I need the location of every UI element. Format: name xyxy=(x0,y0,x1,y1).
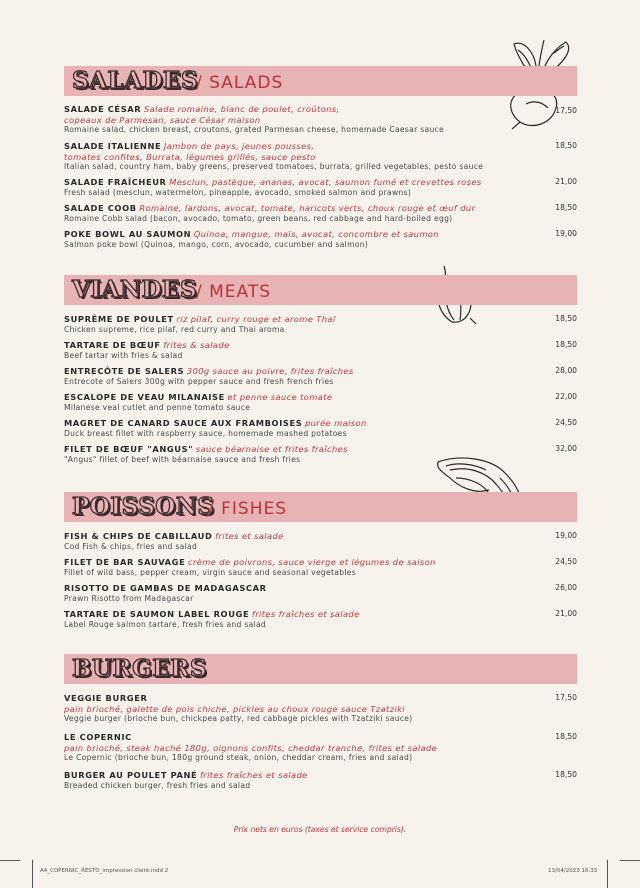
item-name: SUPRÊME DE POULET xyxy=(64,314,174,324)
section-subtitle: / MEATS xyxy=(196,282,272,302)
item-price: 17,50 xyxy=(555,693,577,702)
section-header-band xyxy=(64,492,577,522)
section-header-band xyxy=(64,66,577,96)
item-english: Chicken supreme, rice pilaf, red curry and Thai aroma xyxy=(64,324,285,334)
menu-item xyxy=(64,177,577,197)
item-price: 18,50 xyxy=(555,770,577,779)
item-price: 28,00 xyxy=(555,366,577,375)
item-name: VEGGIE BURGER xyxy=(64,693,148,703)
item-english: Label Rouge salmon tartare, fresh fries and salad xyxy=(64,619,267,629)
item-price: 18,50 xyxy=(555,340,577,349)
menu-item xyxy=(64,583,577,603)
item-name: SALADE COOB xyxy=(64,203,137,213)
item-description: 300g sauce au poivre, frites fraîches xyxy=(186,366,354,376)
item-price: 18,50 xyxy=(555,732,577,741)
crop-mark xyxy=(32,860,33,888)
item-price: 19,00 xyxy=(555,229,577,238)
item-price: 24,50 xyxy=(555,557,577,566)
item-name: LE COPERNIC xyxy=(64,732,132,742)
menu-item xyxy=(64,732,577,763)
print-slug: A4_COPERNIC_RESTO_impression client.indd 2 xyxy=(40,868,169,874)
item-description-cont: tomates confites, Burrata, légumes grillés, sauce pesto xyxy=(64,151,316,162)
section-title: VIANDES xyxy=(72,276,198,303)
item-english: Duck breast fillet with raspberry sauce, homemade mashed potatoes xyxy=(64,428,347,438)
item-name: BURGER AU POULET PANÉ xyxy=(64,770,198,780)
menu-item xyxy=(64,229,577,249)
item-description: Jambon de pays, jeunes pousses, xyxy=(163,141,315,151)
item-english: Milanese veal cutlet and penne tomato sauce xyxy=(64,402,251,412)
item-price: 32,00 xyxy=(555,444,577,453)
item-name: POKE BOWL AU SAUMON xyxy=(64,229,192,239)
item-english: Le Copernic (brioche bun, 180g ground steak, onion, cheddar cream, fries and salad) xyxy=(64,753,413,762)
item-name: FISH & CHIPS DE CABILLAUD xyxy=(64,531,213,541)
menu-item xyxy=(64,693,577,724)
crop-mark xyxy=(0,860,20,861)
section-title: SALADES xyxy=(72,67,199,94)
item-description: crème de poivrons, sauce vierge et légumes de saison xyxy=(188,557,436,567)
menu-item xyxy=(64,141,577,172)
item-name: FILET DE BŒUF "ANGUS" xyxy=(64,444,194,454)
crop-mark xyxy=(607,860,608,888)
section-header-band xyxy=(64,275,577,305)
item-english: Romaine Cobb salad (bacon, avocado, tomato, green beans, red cabbage and hard-boiled egg) xyxy=(64,213,453,223)
item-description: frites fraîches et salade xyxy=(199,770,308,780)
item-price: 19,00 xyxy=(555,531,577,540)
item-price: 18,50 xyxy=(555,203,577,212)
item-name: MAGRET DE CANARD SAUCE AUX FRAMBOISES xyxy=(64,418,303,428)
item-description: frites & salade xyxy=(163,340,230,350)
item-english: "Angus" fillet of beef with béarnaise sauce and fresh fries xyxy=(64,454,301,464)
section-title: BURGERS xyxy=(72,655,208,682)
section-subtitle: / FISHES xyxy=(208,499,288,519)
section-header-band xyxy=(64,654,577,684)
item-price: 18,50 xyxy=(555,314,577,323)
section-subtitle: / SALADS xyxy=(196,73,284,93)
menu-item xyxy=(64,609,577,629)
crop-mark xyxy=(620,860,640,861)
item-description: frites fraîches et salade xyxy=(251,609,360,619)
menu-item xyxy=(64,314,577,334)
menu-item xyxy=(64,531,577,551)
item-name: RISOTTO DE GAMBAS DE MADAGASCAR xyxy=(64,583,267,593)
item-price: 21,00 xyxy=(555,177,577,186)
item-english: Breaded chicken burger, fresh fries and salad xyxy=(64,780,251,790)
menu-item xyxy=(64,366,577,386)
item-english: Cod Fish & chips, fries and salad xyxy=(64,541,198,551)
item-name: SALADE FRAÎCHEUR xyxy=(64,177,167,187)
item-english: Beef tartar with fries & salad xyxy=(64,350,183,360)
item-price: 21,00 xyxy=(555,609,577,618)
item-english: Salmon poke bowl (Quinoa, mango, corn, avocado, cucumber and salmon) xyxy=(64,239,369,249)
item-name: FILET DE BAR SAUVAGE xyxy=(64,557,186,567)
item-english: Fresh salad (mesclun, watermelon, pineapple, avocado, smoked salmon and prawns) xyxy=(64,187,412,197)
menu-item xyxy=(64,418,577,438)
item-description: sauce béarnaise et frites fraîches xyxy=(195,444,348,454)
menu-item xyxy=(64,444,577,464)
item-name: ENTRECÔTE DE SALERS xyxy=(64,366,185,376)
item-english: Romaine salad, chicken breast, croutons, grated Parmesan cheese, homemade Caesar sauce xyxy=(64,125,445,134)
item-description: Romaine, lardons, avocat, tomate, haricots verts, choux rouge et œuf dur xyxy=(139,203,476,213)
menu-item xyxy=(64,557,577,577)
item-description: Mesclun, pastèque, ananas, avocat, saumon fumé et crevettes roses xyxy=(169,177,482,187)
item-name: TARTARE DE SAUMON LABEL ROUGE xyxy=(64,609,250,619)
item-price: 18,50 xyxy=(555,141,577,150)
menu-item xyxy=(64,340,577,360)
item-english: Italian salad, country ham, baby greens, preserved tomatoes, burrata, grilled vegetables, pesto sauce xyxy=(64,162,484,171)
item-name: ESCALOPE DE VEAU MILANAISE xyxy=(64,392,225,402)
section-title: POISSONS xyxy=(72,493,215,520)
item-price: 22,00 xyxy=(555,392,577,401)
item-description: riz pilaf, curry rouge et arome Thaï xyxy=(176,314,336,324)
item-price: 26,00 xyxy=(555,583,577,592)
menu-item xyxy=(64,203,577,223)
item-description: pain brioché, steak haché 180g, oignons confits, cheddar tranche, frites et salade xyxy=(64,742,438,753)
item-english: Veggie burger (brioche bun, chickpea patty, red cabbage pickles with Tzatziki sauce) xyxy=(64,714,413,723)
item-name: TARTARE DE BŒUF xyxy=(64,340,161,350)
item-description: et penne sauce tomate xyxy=(227,392,333,402)
menu-item xyxy=(64,392,577,412)
item-price: 17,50 xyxy=(555,106,577,115)
item-name: SALADE CÉSAR xyxy=(64,104,142,114)
item-description: Salade romaine, blanc de poulet, croûtons, xyxy=(143,104,340,114)
item-english: Prawn Risotto from Madagascar xyxy=(64,593,194,603)
item-description: pain brioché, galette de pois chiche, pickles au choux rouge sauce Tzatziki xyxy=(64,703,406,714)
item-name: SALADE ITALIENNE xyxy=(64,141,162,151)
item-description: frites et salade xyxy=(215,531,284,541)
menu-item xyxy=(64,770,577,790)
price-note: Prix nets en euros (taxes et service compris). xyxy=(233,825,407,834)
item-description-cont: copeaux de Parmesan, sauce César maison xyxy=(64,114,261,125)
menu-item xyxy=(64,104,577,135)
print-timestamp: 13/04/2023 16:33 xyxy=(548,868,598,874)
item-description: purée maison xyxy=(304,418,367,428)
item-price: 24,50 xyxy=(555,418,577,427)
item-english: Entrecote of Salers 300g with pepper sauce and fresh french fries xyxy=(64,376,334,386)
item-english: Fillet of wild bass, pepper cream, virgin sauce and seasonal vegetables xyxy=(64,567,356,577)
item-description: Quinoa, mangue, maïs, avocat, concombre et saumon xyxy=(193,229,439,239)
